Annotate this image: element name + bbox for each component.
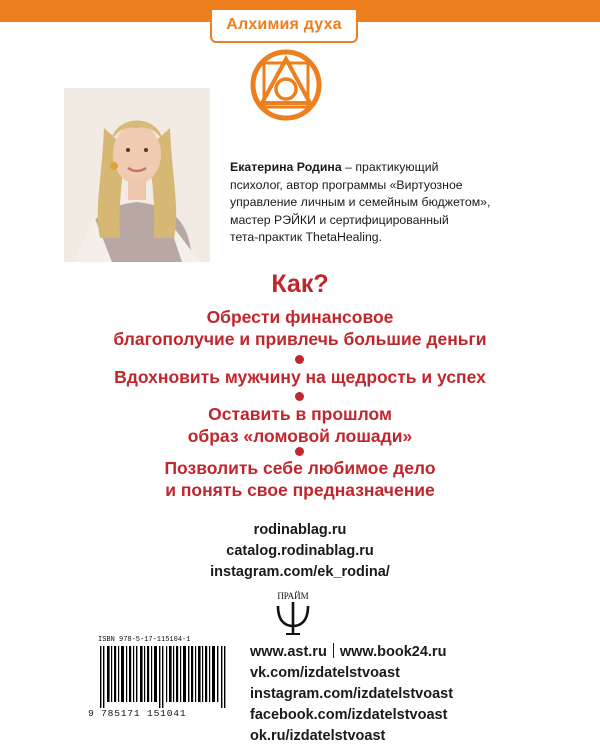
ean-first-digit: 9 — [88, 708, 95, 719]
ean-digits — [88, 708, 232, 719]
benefit-1 — [0, 306, 600, 350]
benefit-4-line-1: Позволить себе любимое дело — [164, 458, 436, 478]
barcode-bars — [98, 646, 232, 708]
contacts-row-sites — [250, 642, 453, 663]
author-portrait-image — [64, 88, 210, 262]
link-vk[interactable]: vk.com/izdatelstvoast — [250, 665, 400, 681]
bio-line-5: тета-практик ThetaHealing. — [230, 230, 383, 245]
publisher-name: ПРАЙМ — [277, 591, 309, 601]
publisher-contacts — [250, 642, 453, 747]
link-instagram[interactable]: instagram.com/ek_rodina/ — [210, 564, 390, 580]
link-publisher-instagram[interactable]: instagram.com/izdatelstvoast — [250, 686, 454, 702]
link-facebook[interactable]: facebook.com/izdatelstvoast — [250, 707, 448, 723]
benefit-4-line-2: и понять свое предназначение — [165, 480, 435, 500]
author-links — [0, 520, 600, 583]
benefit-1-line-1: Обрести финансовое — [206, 307, 394, 327]
benefit-2-line-1: Вдохновить мужчину на щедрость и успех — [114, 367, 486, 387]
benefit-4 — [0, 457, 600, 501]
benefit-2 — [0, 366, 600, 388]
link-ok[interactable]: ok.ru/izdatelstvoast — [250, 728, 386, 744]
author-portrait — [64, 88, 210, 262]
ean-left-digits: 785171 — [101, 708, 141, 719]
link-book24[interactable]: www.book24.ru — [339, 644, 447, 660]
isbn-text: ISBN 978-5-17-115104-1 — [98, 636, 191, 644]
series-tab — [210, 10, 358, 43]
benefit-1-line-2: благополучие и привлечь большие деньги — [113, 329, 487, 349]
bullet-dot — [295, 392, 304, 401]
benefit-3-line-2: образ «ломовой лошади» — [187, 426, 413, 446]
barcode — [88, 636, 232, 720]
bio-line-2: психолог, автор программы «Виртуозное — [230, 177, 463, 192]
author-name: Екатерина Родина — [230, 160, 342, 174]
benefit-3-line-1: Оставить в прошлом — [208, 404, 392, 424]
bullet-dot — [295, 447, 304, 456]
bullet-dot — [295, 355, 304, 364]
series-title: Алхимия духа — [226, 16, 342, 33]
link-ast[interactable]: www.ast.ru — [250, 644, 327, 660]
bio-line-1: – практикующий — [345, 160, 439, 174]
question-heading: Как? — [271, 270, 329, 298]
bio-line-4: мастер РЭЙКИ и сертифицированный — [230, 212, 449, 227]
psi-logo-icon — [268, 588, 318, 636]
link-catalog[interactable]: catalog.rodinablag.ru — [226, 543, 374, 559]
link-site[interactable]: rodinablag.ru — [253, 522, 347, 538]
author-bio — [230, 159, 530, 247]
benefit-3 — [0, 403, 600, 447]
ean-right-digits: 151041 — [147, 708, 187, 719]
divider — [333, 643, 334, 658]
bio-line-3: управление личным и семейным бюджетом», — [230, 195, 491, 210]
alchemy-circle-triangle-icon — [246, 45, 326, 125]
